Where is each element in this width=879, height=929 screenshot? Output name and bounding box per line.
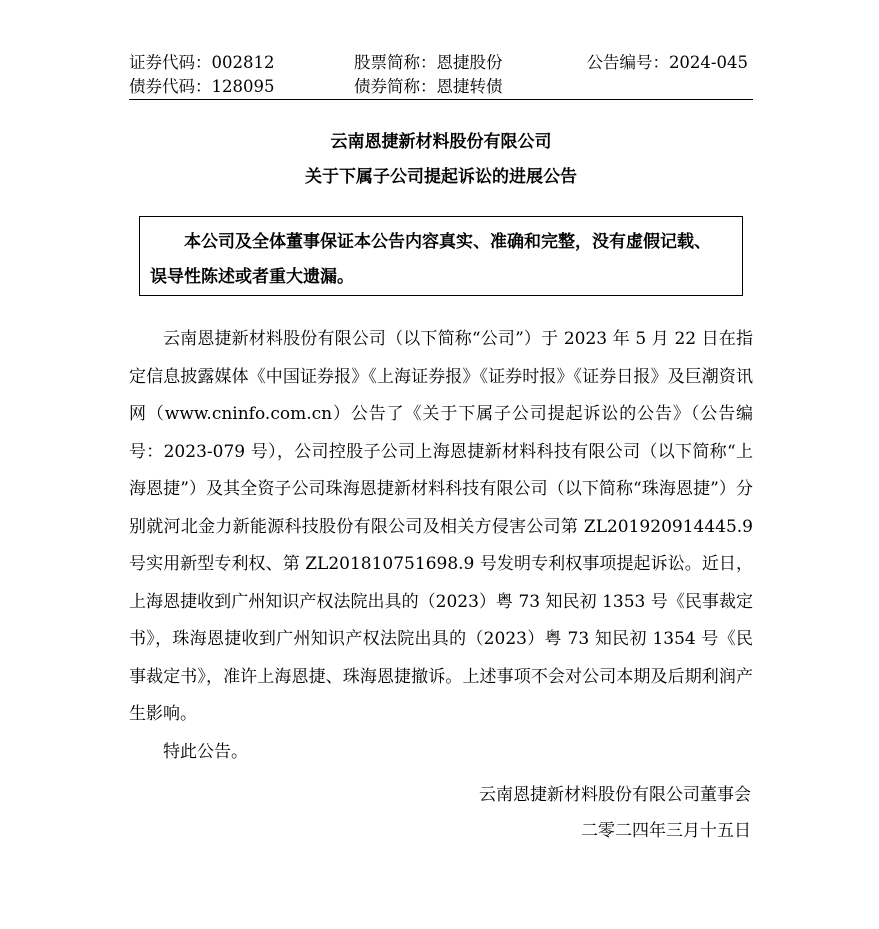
security-code-value: 002812 [211,53,275,72]
security-code [129,53,275,73]
body-paragraph-1: 云南恩捷新材料股份有限公司（以下简称“公司”）于 2023 年 5 月 22 日在指定信息披露媒体《中国证券报》《上海证券报》《证券时报》《证券日报》及巨潮资讯网（www.cninfo.com.cn）公告了《关于下属子公司提起诉讼的公告》（公告编号：2023-079 号），公司控股子公司上海恩捷新材料科技有限公司（以下简称“上海恩捷”）及其全资子公司珠海恩捷新材料科技有限公司（以下简称“珠海恩捷”）分别就河北金力新能源科技股份有限公司及相关方侵害公司第 ZL201920914445.9 号实用新型专利权、第 ZL201810751698.9 号发明专利权事项提起诉讼。近日，上海恩捷收到广州知识产权法院出具的（2023）粤 73 知民初 1353 号《民事裁定书》，珠海恩捷收到广州知识产权法院出具的（2023）粤 73 知民初 1354 号《民事裁定书》，准许上海恩捷、珠海恩捷撤诉。上述事项不会对公司本期及后期利润产生影响。 [129,329,753,724]
signature-board: 云南恩捷新材料股份有限公司董事会 [479,785,751,805]
announcement-body [129,321,753,771]
bond-code-label: 债券代码： [129,77,212,96]
signature-date: 二零二四年三月十五日 [581,821,751,841]
stock-name-label: 股票简称： [354,53,437,72]
notice-number-value: 2024-045 [668,53,748,72]
bond-code-value: 128095 [211,77,275,96]
security-code-label: 证券代码： [129,53,212,72]
company-title: 云南恩捷新材料股份有限公司 [330,132,552,152]
stock-name-value: 恩捷股份 [436,53,503,72]
notice-number-label: 公告编号： [586,53,669,72]
notice-number [586,53,748,73]
stock-name [354,53,503,73]
body-paragraph-2: 特此公告。 [163,741,248,762]
bond-name-label: 债券简称： [354,77,437,96]
announcement-title: 关于下属子公司提起诉讼的进展公告 [305,167,577,187]
bond-name [354,77,503,97]
disclaimer-line-1: 本公司及全体董事保证本公告内容真实、准确和完整，没有虚假记载、 [184,232,711,252]
bond-code [129,77,275,97]
bond-name-value: 恩捷转债 [436,77,503,96]
disclaimer-line-2: 误导性陈述或者重大遗漏。 [150,267,354,287]
header-divider [129,99,753,100]
